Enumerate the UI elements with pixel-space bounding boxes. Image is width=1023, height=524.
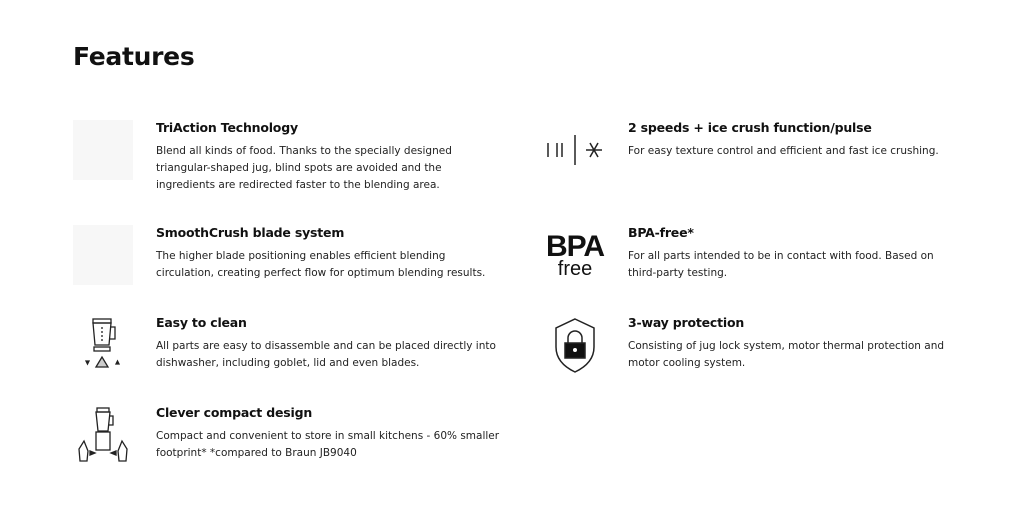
feature-desc: The higher blade positioning enables efficient blending circulation, creating perfect flow for optimum blending results.: [156, 250, 486, 279]
feature-bpa-free: [545, 225, 934, 285]
feature-desc: All parts are easy to disassemble and can be placed directly into dishwasher, including goblet, lid and even blades.: [156, 340, 496, 369]
feature-desc: Blend all kinds of food. Thanks to the specially designed triangular-shaped jug, blind spots are avoided and the ingredients are redirected faster to the blending area.: [156, 145, 452, 191]
feature-title: BPA-free*: [628, 225, 694, 240]
blender-disassemble-icon: [73, 315, 133, 375]
feature-title: SmoothCrush blade system: [156, 225, 345, 240]
bpa-free-icon: [545, 225, 605, 285]
feature-easy-clean: [73, 315, 496, 375]
feature-compact: [73, 405, 500, 465]
feature-desc: Compact and convenient to store in small kitchens - 60% smaller footprint* *compared to Braun JB9040: [156, 430, 500, 459]
shield-lock-icon: [545, 315, 605, 375]
feature-speeds: [545, 120, 939, 180]
feature-title: Easy to clean: [156, 315, 247, 330]
feature-protection: [545, 315, 945, 375]
compact-blender-icon: [73, 405, 133, 465]
feature-title: Clever compact design: [156, 405, 313, 420]
free-text: free: [557, 257, 593, 280]
feature-smoothcrush: [73, 225, 486, 285]
speeds-snowflake-icon: [545, 120, 605, 180]
image-placeholder-icon: [73, 120, 133, 180]
feature-triaction: [73, 120, 452, 191]
feature-title: 2 speeds + ice crush function/pulse: [628, 120, 872, 135]
page-title: Features: [73, 42, 195, 71]
feature-desc: For all parts intended to be in contact with food. Based on third-party testing.: [628, 250, 934, 279]
feature-title: TriAction Technology: [156, 120, 298, 135]
feature-title: 3-way protection: [628, 315, 745, 330]
bpa-text: BPA: [545, 229, 605, 263]
image-placeholder-icon: [73, 225, 133, 285]
feature-desc: For easy texture control and efficient and fast ice crushing.: [628, 145, 939, 157]
feature-desc: Consisting of jug lock system, motor thermal protection and motor cooling system.: [628, 340, 945, 369]
